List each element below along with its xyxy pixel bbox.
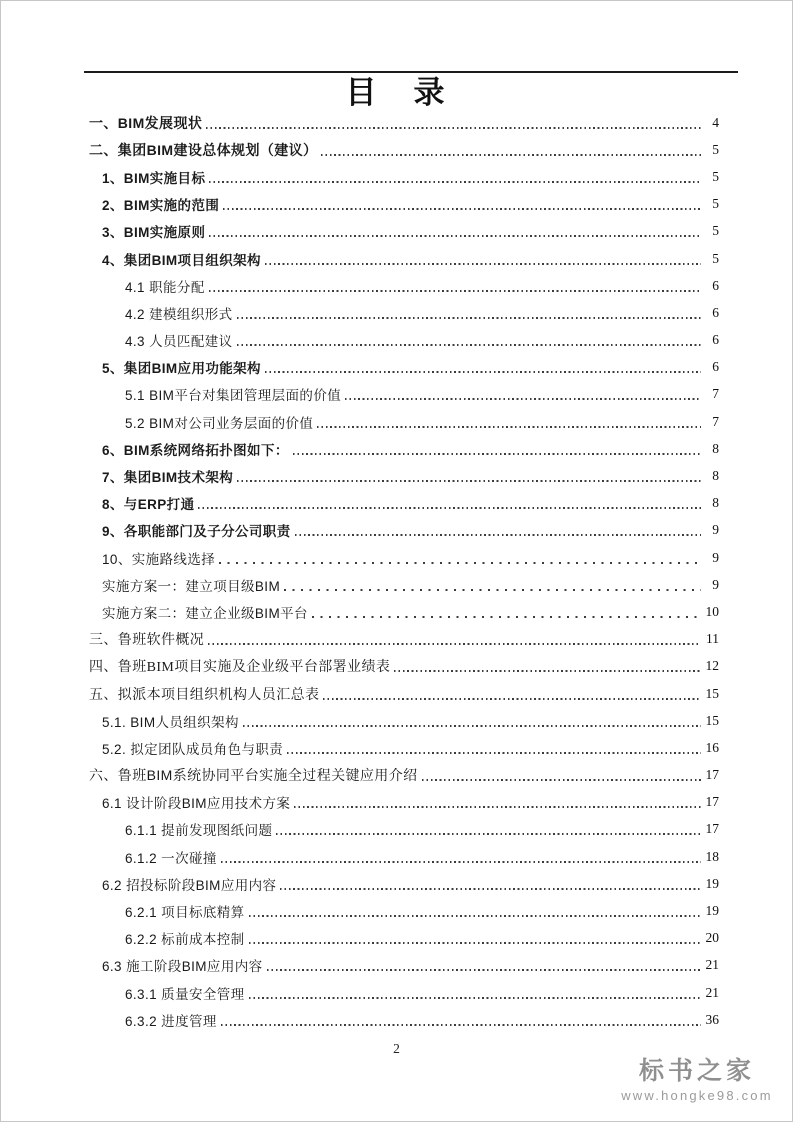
toc-entry-page: 17: [705, 794, 719, 810]
header-rule: [84, 71, 738, 73]
toc-entry[interactable]: [89, 870, 719, 897]
toc-entry-page: 5: [712, 250, 719, 266]
toc-entry[interactable]: [89, 218, 719, 245]
toc-entry[interactable]: [89, 354, 719, 381]
toc-entry-label: 6.3.1 质量安全管理: [125, 986, 245, 1002]
toc-entry[interactable]: [89, 707, 719, 734]
toc-entry[interactable]: [89, 381, 719, 408]
dot-leader: [209, 235, 701, 237]
toc-entry[interactable]: [89, 626, 719, 653]
toc-entry[interactable]: [89, 299, 719, 326]
toc-entry[interactable]: [89, 272, 719, 299]
dot-leader: [321, 154, 701, 156]
toc-entry-label: 4.3 人员匹配建议: [125, 334, 233, 350]
toc-entry[interactable]: [89, 490, 719, 517]
toc-entry[interactable]: [89, 843, 719, 870]
toc-entry[interactable]: [89, 109, 719, 136]
dot-leader: [221, 1024, 701, 1026]
toc-entry-page: 9: [712, 576, 719, 592]
toc-entry[interactable]: [89, 925, 719, 952]
toc-entry-page: 17: [705, 767, 719, 783]
toc-entry-label: 实施方案二：建立企业级BIM平台: [102, 605, 308, 621]
dot-leader: [394, 670, 701, 672]
dot-leader: [265, 371, 701, 373]
toc-entry-label: 三、鲁班软件概况: [89, 633, 205, 649]
dot-leader: [284, 589, 701, 591]
toc-list: [89, 109, 719, 1033]
toc-entry-page: 8: [712, 495, 719, 511]
toc-entry-page: 19: [705, 875, 719, 891]
toc-entry-label: 6.2.1 项目标底精算: [125, 905, 245, 921]
toc-entry-label: 5.2 BIM对公司业务层面的价值: [125, 415, 314, 431]
toc-entry-label: 6.1.2 一次碰撞: [125, 850, 217, 866]
toc-entry-page: 15: [705, 712, 719, 728]
toc-entry[interactable]: [89, 1006, 719, 1033]
toc-entry-page: 4: [712, 114, 719, 130]
toc-entry[interactable]: [89, 544, 719, 571]
toc-entry-page: 8: [712, 468, 719, 484]
toc-entry-page: 7: [712, 413, 719, 429]
toc-entry-label: 二、集团BIM建设总体规划（建议）: [89, 141, 318, 158]
toc-entry-label: 实施方案一：建立项目级BIM: [102, 578, 281, 594]
toc-entry-label: 四、鲁班BIM项目实施及企业级平台部署业绩表: [89, 660, 391, 676]
toc-entry[interactable]: [89, 462, 719, 489]
toc-entry-page: 21: [705, 984, 719, 1000]
toc-entry-label: 6.3 施工阶段BIM应用内容: [102, 959, 263, 975]
toc-entry-label: 5.2. 拟定团队成员角色与职责: [102, 741, 284, 757]
toc-entry-page: 10: [705, 603, 719, 619]
toc-entry-label: 五、拟派本项目组织机构人员汇总表: [89, 687, 320, 703]
toc-entry-page: 12: [705, 658, 719, 674]
toc-entry[interactable]: [89, 571, 719, 598]
dot-leader: [198, 507, 701, 509]
toc-entry-label: 2、BIM实施的范围: [102, 198, 220, 214]
toc-entry-label: 6、BIM系统网络拓扑图如下：: [102, 442, 289, 458]
toc-entry-page: 11: [706, 631, 719, 647]
dot-leader: [249, 942, 701, 944]
toc-entry[interactable]: [89, 517, 719, 544]
toc-entry-label: 6.2 招投标阶段BIM应用内容: [102, 877, 277, 893]
toc-entry-label: 一、BIM发展现状: [89, 114, 203, 131]
dot-leader: [280, 888, 701, 890]
toc-entry-page: 6: [712, 359, 719, 375]
toc-entry-page: 8: [712, 440, 719, 456]
toc-entry-page: 5: [712, 168, 719, 184]
toc-entry-label: 6.1 设计阶段BIM应用技术方案: [102, 796, 291, 812]
toc-entry-label: 3、BIM实施原则: [102, 225, 206, 241]
toc-entry-label: 5.1. BIM人员组织架构: [102, 714, 239, 730]
footer-page-number: 2: [393, 1041, 400, 1056]
toc-entry[interactable]: [89, 789, 719, 816]
dot-leader: [243, 725, 701, 727]
toc-entry-label: 4.2 建模组织形式: [125, 306, 233, 322]
dot-leader: [287, 752, 701, 754]
dot-leader: [237, 480, 701, 482]
toc-entry[interactable]: [89, 653, 719, 680]
dot-leader: [206, 127, 701, 129]
dot-leader: [312, 616, 701, 618]
toc-entry-label: 6.2.2 标前成本控制: [125, 932, 245, 948]
toc-entry-label: 10、实施路线选择: [102, 551, 216, 567]
toc-entry-page: 17: [705, 821, 719, 837]
toc-entry-page: 5: [712, 141, 719, 157]
toc-entry[interactable]: [89, 897, 719, 924]
dot-leader: [293, 453, 701, 455]
toc-entry[interactable]: [89, 598, 719, 625]
toc-entry-page: 6: [712, 304, 719, 320]
dot-leader: [237, 344, 701, 346]
watermark-logo-text: 标书之家: [638, 1057, 755, 1085]
toc-entry-page: 6: [712, 332, 719, 348]
toc-entry-label: 6.1.1 提前发现图纸问题: [125, 823, 273, 839]
watermark: [608, 1058, 786, 1103]
dot-leader: [276, 833, 701, 835]
toc-entry-page: 5: [712, 223, 719, 239]
dot-leader: [323, 698, 701, 700]
dot-leader: [294, 806, 701, 808]
toc-entry-label: 5、集团BIM应用功能架构: [102, 361, 261, 377]
toc-entry-label: 4、集团BIM项目组织架构: [102, 252, 261, 268]
toc-entry-page: 7: [712, 386, 719, 402]
dot-leader: [267, 969, 701, 971]
toc-entry-label: 8、与ERP打通: [102, 497, 195, 513]
toc-entry-page: 6: [712, 277, 719, 293]
toc-entry-page: 20: [705, 930, 719, 946]
toc-entry-page: 9: [712, 549, 719, 565]
dot-leader: [237, 317, 701, 319]
toc-entry[interactable]: [89, 680, 719, 707]
toc-entry[interactable]: [89, 979, 719, 1006]
toc-entry-label: 1、BIM实施目标: [102, 170, 206, 186]
toc-entry-page: 36: [705, 1011, 719, 1027]
dot-leader: [209, 290, 701, 292]
toc-entry-label: 六、鲁班BIM系统协同平台实施全过程关键应用介绍: [89, 767, 418, 784]
toc-entry-page: 5: [712, 196, 719, 212]
dot-leader: [223, 208, 701, 210]
toc-entry[interactable]: [89, 327, 719, 354]
toc-entry[interactable]: [89, 191, 719, 218]
toc-entry-label: 7、集团BIM技术架构: [102, 470, 234, 486]
toc-entry[interactable]: [89, 816, 719, 843]
dot-leader: [221, 861, 701, 863]
watermark-url: www.hongke98.com: [621, 1088, 773, 1103]
toc-entry-page: 19: [705, 903, 719, 919]
toc-entry-label: 5.1 BIM平台对集团管理层面的价值: [125, 388, 342, 404]
toc-entry-label: 4.1 职能分配: [125, 279, 205, 295]
dot-leader: [422, 779, 702, 781]
dot-leader: [265, 263, 701, 265]
toc-entry-label: 9、各职能部门及子分公司职责: [102, 524, 291, 540]
toc-entry[interactable]: [89, 136, 719, 163]
toc-entry-page: 9: [712, 522, 719, 538]
dot-leader: [249, 997, 701, 999]
toc-entry[interactable]: [89, 435, 719, 462]
dot-leader: [249, 915, 701, 917]
toc-entry-page: 16: [705, 739, 719, 755]
dot-leader: [295, 534, 701, 536]
page-title: 目 录: [345, 75, 448, 110]
toc-entry[interactable]: [89, 408, 719, 435]
toc-entry-page: 18: [705, 848, 719, 864]
toc-entry-page: 21: [705, 957, 719, 973]
toc-entry[interactable]: [89, 762, 719, 789]
dot-leader: [317, 426, 701, 428]
dot-leader: [209, 181, 701, 183]
toc-entry[interactable]: [89, 245, 719, 272]
dot-leader: [219, 562, 701, 564]
toc-entry-label: 6.3.2 进度管理: [125, 1013, 217, 1029]
toc-entry[interactable]: [89, 734, 719, 761]
toc-entry[interactable]: [89, 163, 719, 190]
dot-leader: [345, 398, 701, 400]
toc-entry[interactable]: [89, 952, 719, 979]
dot-leader: [208, 643, 701, 645]
toc-entry-page: 15: [705, 685, 719, 701]
